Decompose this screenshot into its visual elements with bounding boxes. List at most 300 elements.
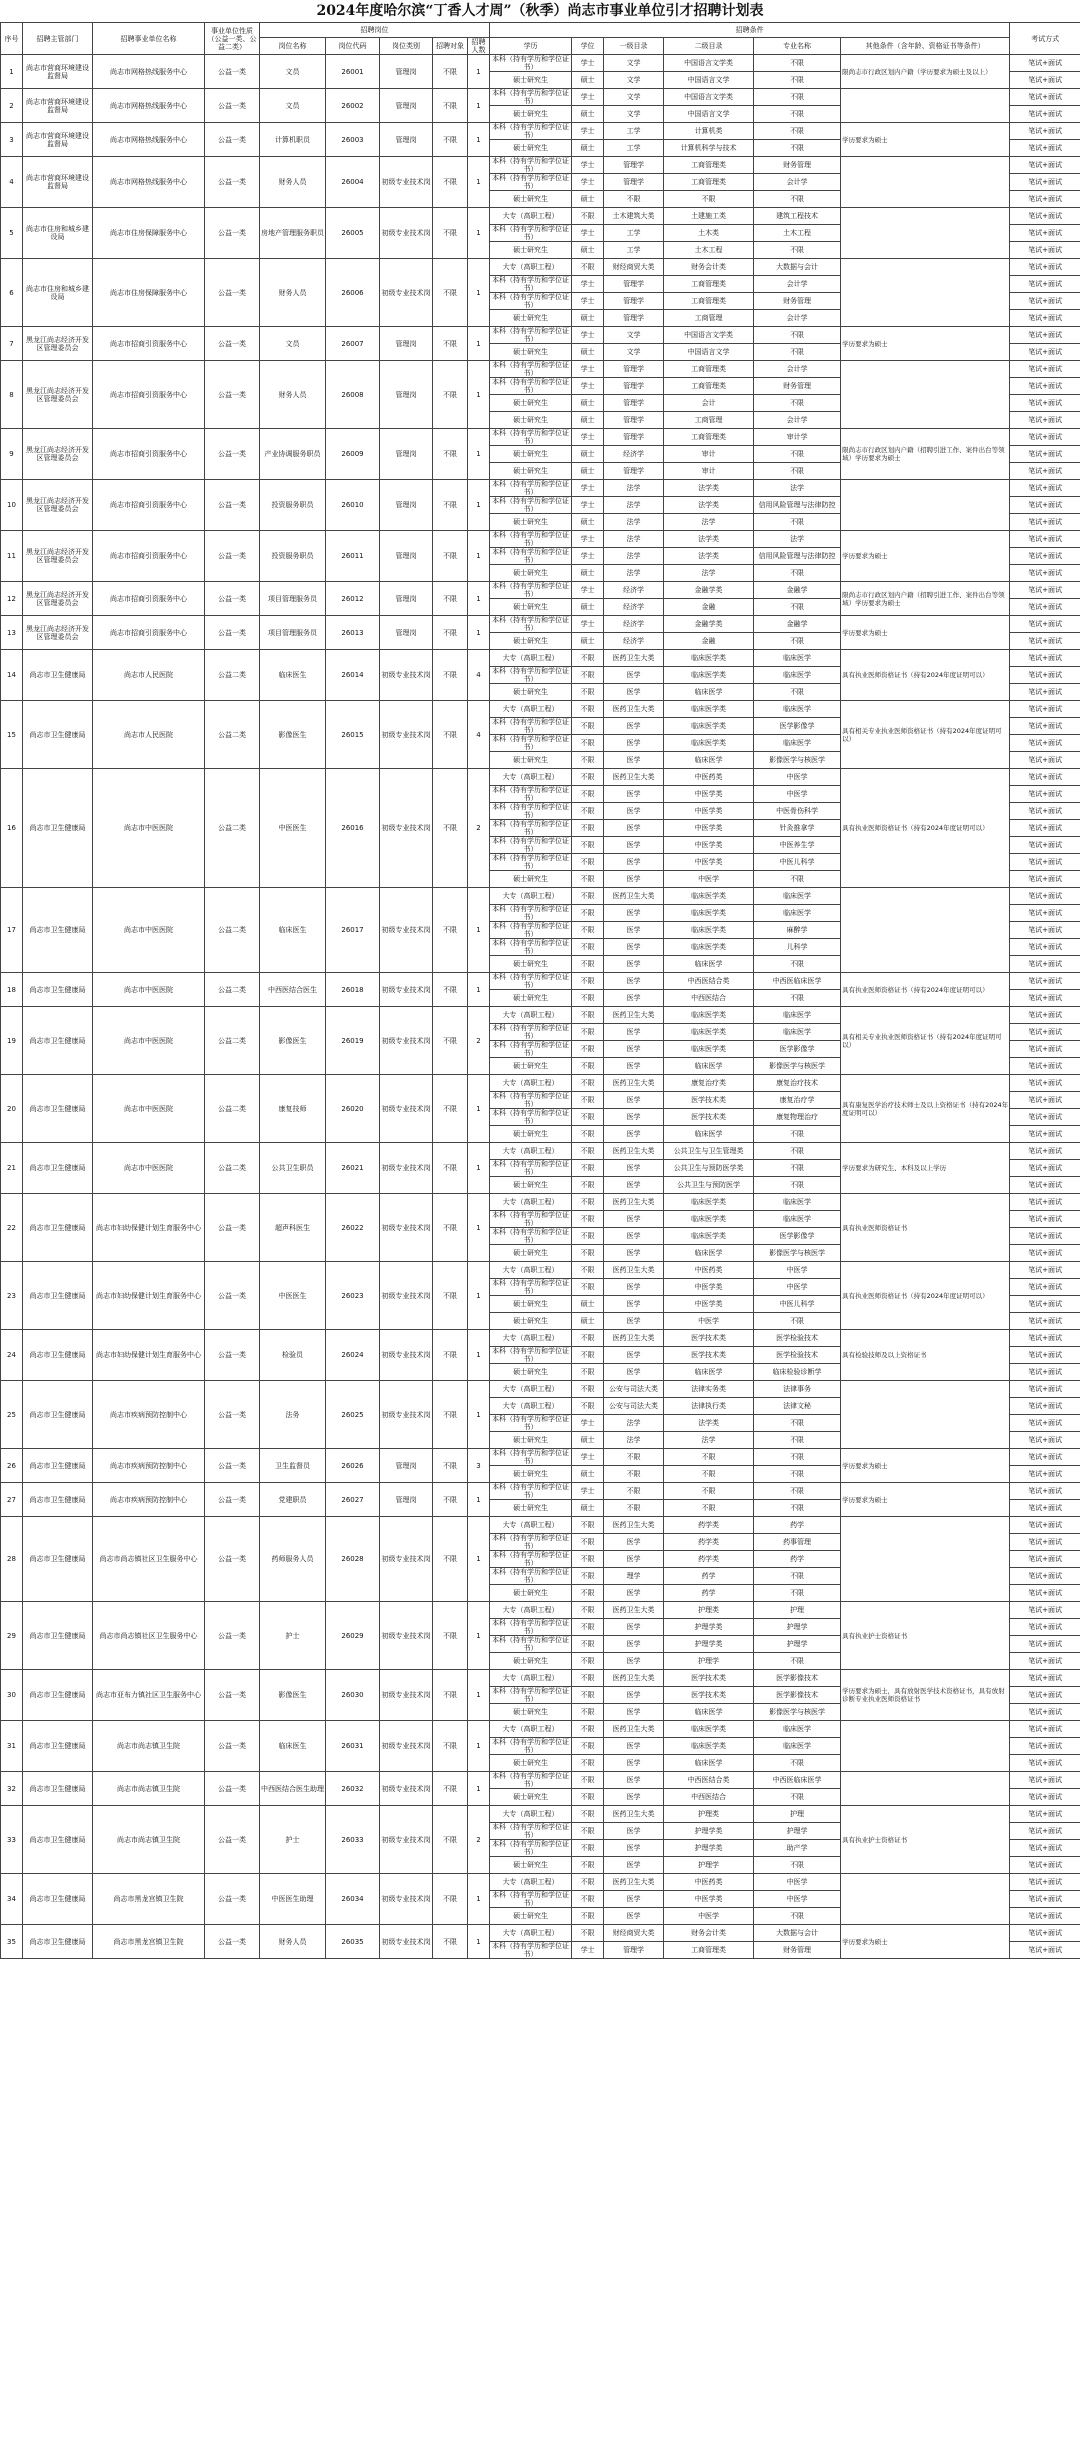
post-name-cell: 财务人员 (260, 157, 326, 208)
exam-cell: 笔试+面试 (1010, 990, 1080, 1007)
table-row (1, 1602, 1080, 1619)
exam-cell: 笔试+面试 (1010, 327, 1080, 344)
post-name-cell: 影像医生 (260, 1007, 326, 1075)
count-cell: 1 (468, 973, 490, 1007)
major2-cell: 临床医学 (664, 1126, 754, 1143)
edu-cell: 本科（持有学历和学位证书） (490, 276, 572, 293)
dept-cell: 尚志市卫生健康局 (23, 1772, 93, 1806)
target-cell: 不限 (433, 429, 468, 480)
major2-cell: 工商管理类 (664, 276, 754, 293)
major3-cell: 会计学 (754, 276, 841, 293)
exam-cell: 笔试+面试 (1010, 1738, 1080, 1755)
dept-cell: 尚志市卫生健康局 (23, 1874, 93, 1925)
degree-cell: 不限 (572, 1653, 604, 1670)
edu-cell: 本科（持有学历和学位证书） (490, 973, 572, 990)
count-cell: 1 (468, 1721, 490, 1772)
exam-cell: 笔试+面试 (1010, 1500, 1080, 1517)
major2-cell: 法学类 (664, 548, 754, 565)
major3-cell: 不限 (754, 446, 841, 463)
other-req-cell: 具有执业医师资格证书（持有2024年度证明可以） (841, 973, 1010, 1007)
other-req-cell: 具有相关专业执业医师资格证书（持有2024年度证明可以） (841, 1007, 1010, 1075)
header-group-post: 招聘岗位 (260, 23, 490, 38)
major3-cell: 不限 (754, 1126, 841, 1143)
seq-cell: 5 (1, 208, 23, 259)
major2-cell: 法学类 (664, 531, 754, 548)
major2-cell: 临床医学类 (664, 1007, 754, 1024)
major1-cell: 医药卫生大类 (604, 701, 664, 718)
post-code-cell: 26032 (326, 1772, 380, 1806)
exam-cell: 笔试+面试 (1010, 157, 1080, 174)
major1-cell: 管理学 (604, 310, 664, 327)
major3-cell: 中医学 (754, 1262, 841, 1279)
type-cell: 公益二类 (205, 650, 260, 701)
degree-cell: 不限 (572, 769, 604, 786)
major2-cell: 金融学类 (664, 616, 754, 633)
degree-cell: 硕士 (572, 191, 604, 208)
count-cell: 2 (468, 1806, 490, 1874)
dept-cell: 尚志市卫生健康局 (23, 1721, 93, 1772)
major3-cell: 不限 (754, 565, 841, 582)
post-code-cell: 26003 (326, 123, 380, 157)
major1-cell: 管理学 (604, 463, 664, 480)
major3-cell: 中医儿科学 (754, 1296, 841, 1313)
major1-cell: 医药卫生大类 (604, 1007, 664, 1024)
target-cell: 不限 (433, 888, 468, 973)
post-code-cell: 26018 (326, 973, 380, 1007)
degree-cell: 硕士 (572, 565, 604, 582)
seq-cell: 17 (1, 888, 23, 973)
edu-cell: 大专（高职工程） (490, 259, 572, 276)
major2-cell: 中医学类 (664, 820, 754, 837)
post-name-cell: 计算机职员 (260, 123, 326, 157)
target-cell: 不限 (433, 1330, 468, 1381)
degree-cell: 不限 (572, 854, 604, 871)
edu-cell: 本科（持有学历和学位证书） (490, 174, 572, 191)
count-cell: 4 (468, 701, 490, 769)
major1-cell: 管理学 (604, 1942, 664, 1959)
degree-cell: 学士 (572, 123, 604, 140)
exam-cell: 笔试+面试 (1010, 1466, 1080, 1483)
edu-cell: 硕士研究生 (490, 1755, 572, 1772)
edu-cell: 本科（持有学历和学位证书） (490, 922, 572, 939)
target-cell: 不限 (433, 1925, 468, 1959)
major1-cell: 医学 (604, 973, 664, 990)
table-row (1, 1806, 1080, 1823)
major2-cell: 临床医学类 (664, 1721, 754, 1738)
exam-cell: 笔试+面试 (1010, 480, 1080, 497)
post-cat-cell: 初级专业技术岗 (380, 157, 433, 208)
degree-cell: 不限 (572, 1823, 604, 1840)
target-cell: 不限 (433, 1517, 468, 1602)
major1-cell: 工学 (604, 242, 664, 259)
target-cell: 不限 (433, 582, 468, 616)
post-cat-cell: 初级专业技术岗 (380, 1772, 433, 1806)
seq-cell: 6 (1, 259, 23, 327)
exam-cell: 笔试+面试 (1010, 1534, 1080, 1551)
major3-cell: 不限 (754, 1415, 841, 1432)
exam-cell: 笔试+面试 (1010, 361, 1080, 378)
dept-cell: 尚志市卫生健康局 (23, 1075, 93, 1143)
seq-cell: 7 (1, 327, 23, 361)
post-name-cell: 中医医生助理 (260, 1874, 326, 1925)
exam-cell: 笔试+面试 (1010, 412, 1080, 429)
major1-cell: 医学 (604, 1160, 664, 1177)
major1-cell: 医学 (604, 1857, 664, 1874)
major1-cell: 医药卫生大类 (604, 1670, 664, 1687)
major1-cell: 法学 (604, 531, 664, 548)
edu-cell: 本科（持有学历和学位证书） (490, 1228, 572, 1245)
exam-cell: 笔试+面试 (1010, 1942, 1080, 1959)
major2-cell: 工商管理类 (664, 1942, 754, 1959)
exam-cell: 笔试+面试 (1010, 1908, 1080, 1925)
header-post-name: 岗位名称 (260, 38, 326, 55)
edu-cell: 本科（持有学历和学位证书） (490, 1891, 572, 1908)
degree-cell: 不限 (572, 1925, 604, 1942)
major2-cell: 中医学类 (664, 837, 754, 854)
edu-cell: 本科（持有学历和学位证书） (490, 1687, 572, 1704)
major1-cell: 医学 (604, 837, 664, 854)
major3-cell: 影像医学与核医学 (754, 1058, 841, 1075)
major3-cell: 临床医学 (754, 888, 841, 905)
other-req-cell (841, 1772, 1010, 1806)
degree-cell: 不限 (572, 650, 604, 667)
major1-cell: 医学 (604, 1755, 664, 1772)
exam-cell: 笔试+面试 (1010, 1517, 1080, 1534)
degree-cell: 学士 (572, 531, 604, 548)
count-cell: 1 (468, 259, 490, 327)
post-name-cell: 财务人员 (260, 259, 326, 327)
edu-cell: 本科（持有学历和学位证书） (490, 1636, 572, 1653)
header-group-cond: 招聘条件 (490, 23, 1010, 38)
major3-cell: 会计学 (754, 412, 841, 429)
major1-cell: 公安与司法大类 (604, 1381, 664, 1398)
degree-cell: 不限 (572, 701, 604, 718)
seq-cell: 15 (1, 701, 23, 769)
degree-cell: 不限 (572, 1517, 604, 1534)
other-req-cell (841, 1381, 1010, 1449)
seq-cell: 19 (1, 1007, 23, 1075)
degree-cell: 不限 (572, 1024, 604, 1041)
degree-cell: 不限 (572, 752, 604, 769)
seq-cell: 12 (1, 582, 23, 616)
count-cell: 1 (468, 1330, 490, 1381)
edu-cell: 本科（持有学历和学位证书） (490, 1347, 572, 1364)
other-req-cell (841, 480, 1010, 531)
target-cell: 不限 (433, 89, 468, 123)
major2-cell: 工商管理类 (664, 429, 754, 446)
other-req-cell: 具有执业医师资格证书（持有2024年度证明可以） (841, 1262, 1010, 1330)
other-req-cell: 具有康复医学治疗技术师士及以上资格证书（持有2024年度证明可以） (841, 1075, 1010, 1143)
dept-cell: 尚志市住房和城乡建设局 (23, 259, 93, 327)
post-cat-cell: 管理岗 (380, 531, 433, 582)
degree-cell: 学士 (572, 327, 604, 344)
edu-cell: 大专（高职工程） (490, 1194, 572, 1211)
post-code-cell: 26001 (326, 55, 380, 89)
post-cat-cell: 管理岗 (380, 616, 433, 650)
major2-cell: 金融 (664, 599, 754, 616)
header-dept: 招聘主管部门 (23, 23, 93, 55)
count-cell: 1 (468, 1602, 490, 1670)
exam-cell: 笔试+面试 (1010, 242, 1080, 259)
degree-cell: 不限 (572, 1194, 604, 1211)
seq-cell: 35 (1, 1925, 23, 1959)
type-cell: 公益一类 (205, 1194, 260, 1262)
major2-cell: 护理学类 (664, 1619, 754, 1636)
post-cat-cell: 初级专业技术岗 (380, 1925, 433, 1959)
degree-cell: 硕士 (572, 140, 604, 157)
major2-cell: 土建施工类 (664, 208, 754, 225)
dept-cell: 黑龙江尚志经济开发区管理委员会 (23, 429, 93, 480)
edu-cell: 硕士研究生 (490, 1313, 572, 1330)
major2-cell: 中医学 (664, 871, 754, 888)
major2-cell: 药学类 (664, 1517, 754, 1534)
degree-cell: 不限 (572, 1126, 604, 1143)
major2-cell: 不限 (664, 1466, 754, 1483)
major3-cell: 信用风险管理与法律防控 (754, 497, 841, 514)
major2-cell: 康复治疗类 (664, 1075, 754, 1092)
exam-cell: 笔试+面试 (1010, 497, 1080, 514)
edu-cell: 硕士研究生 (490, 1245, 572, 1262)
major2-cell: 金融学类 (664, 582, 754, 599)
target-cell: 不限 (433, 1143, 468, 1194)
edu-cell: 本科（持有学历和学位证书） (490, 735, 572, 752)
seq-cell: 33 (1, 1806, 23, 1874)
major1-cell: 医学 (604, 1109, 664, 1126)
header-target: 招聘对象 (433, 38, 468, 55)
edu-cell: 大专（高职工程） (490, 650, 572, 667)
target-cell: 不限 (433, 1670, 468, 1721)
major1-cell: 医学 (604, 1585, 664, 1602)
edu-cell: 大专（高职工程） (490, 1602, 572, 1619)
count-cell: 1 (468, 531, 490, 582)
other-req-cell: 具有执业护士资格证书 (841, 1602, 1010, 1670)
degree-cell: 不限 (572, 1245, 604, 1262)
major2-cell: 计算机科学与技术 (664, 140, 754, 157)
major1-cell: 文学 (604, 72, 664, 89)
major3-cell: 中医养生学 (754, 837, 841, 854)
seq-cell: 22 (1, 1194, 23, 1262)
seq-cell: 34 (1, 1874, 23, 1925)
degree-cell: 硕士 (572, 106, 604, 123)
exam-cell: 笔试+面试 (1010, 582, 1080, 599)
major1-cell: 不限 (604, 191, 664, 208)
major1-cell: 法学 (604, 514, 664, 531)
table-row (1, 208, 1080, 225)
major2-cell: 中国语言文学 (664, 72, 754, 89)
major1-cell: 医学 (604, 1636, 664, 1653)
post-name-cell: 产业协调服务职员 (260, 429, 326, 480)
unit-cell: 尚志市中医医院 (93, 888, 205, 973)
major2-cell: 工商管理类 (664, 361, 754, 378)
major1-cell: 医学 (604, 1347, 664, 1364)
dept-cell: 尚志市卫生健康局 (23, 1262, 93, 1330)
post-code-cell: 26026 (326, 1449, 380, 1483)
post-cat-cell: 管理岗 (380, 1483, 433, 1517)
post-code-cell: 26012 (326, 582, 380, 616)
exam-cell: 笔试+面试 (1010, 1840, 1080, 1857)
post-cat-cell: 初级专业技术岗 (380, 1262, 433, 1330)
major1-cell: 不限 (604, 1449, 664, 1466)
degree-cell: 不限 (572, 1721, 604, 1738)
seq-cell: 26 (1, 1449, 23, 1483)
exam-cell: 笔试+面试 (1010, 1823, 1080, 1840)
exam-cell: 笔试+面试 (1010, 1296, 1080, 1313)
target-cell: 不限 (433, 1007, 468, 1075)
edu-cell: 硕士研究生 (490, 1500, 572, 1517)
major3-cell: 护理学 (754, 1619, 841, 1636)
degree-cell: 不限 (572, 922, 604, 939)
table-row (1, 1075, 1080, 1092)
edu-cell: 硕士研究生 (490, 599, 572, 616)
table-row (1, 1925, 1080, 1942)
dept-cell: 黑龙江尚志经济开发区管理委员会 (23, 361, 93, 429)
post-name-cell: 投资服务职员 (260, 531, 326, 582)
major1-cell: 医学 (604, 1653, 664, 1670)
header-seq: 序号 (1, 23, 23, 55)
major3-cell: 不限 (754, 1585, 841, 1602)
exam-cell: 笔试+面试 (1010, 1347, 1080, 1364)
type-cell: 公益一类 (205, 1772, 260, 1806)
major2-cell: 临床医学 (664, 1058, 754, 1075)
other-req-cell: 具有执业护士资格证书 (841, 1806, 1010, 1874)
target-cell: 不限 (433, 650, 468, 701)
degree-cell: 不限 (572, 1058, 604, 1075)
exam-cell: 笔试+面试 (1010, 123, 1080, 140)
major2-cell: 不限 (664, 1500, 754, 1517)
table-row (1, 123, 1080, 140)
edu-cell: 本科（持有学历和学位证书） (490, 378, 572, 395)
major2-cell: 中西医结合 (664, 1789, 754, 1806)
seq-cell: 28 (1, 1517, 23, 1602)
degree-cell: 不限 (572, 1381, 604, 1398)
major3-cell: 针灸推拿学 (754, 820, 841, 837)
degree-cell: 硕士 (572, 310, 604, 327)
major1-cell: 医学 (604, 1364, 664, 1381)
exam-cell: 笔试+面试 (1010, 718, 1080, 735)
post-cat-cell: 初级专业技术岗 (380, 1075, 433, 1143)
major2-cell: 法学 (664, 514, 754, 531)
degree-cell: 不限 (572, 837, 604, 854)
dept-cell: 尚志市卫生健康局 (23, 888, 93, 973)
major2-cell: 财务会计类 (664, 1925, 754, 1942)
post-code-cell: 26015 (326, 701, 380, 769)
exam-cell: 笔试+面试 (1010, 565, 1080, 582)
major2-cell: 医学技术类 (664, 1347, 754, 1364)
major3-cell: 临床医学 (754, 1211, 841, 1228)
dept-cell: 尚志市卫生健康局 (23, 1449, 93, 1483)
major3-cell: 不限 (754, 1653, 841, 1670)
major3-cell: 不限 (754, 1908, 841, 1925)
header-major2: 二级目录 (664, 38, 754, 55)
unit-cell: 尚志市黑龙宫镇卫生院 (93, 1925, 205, 1959)
exam-cell: 笔试+面试 (1010, 174, 1080, 191)
post-code-cell: 26033 (326, 1806, 380, 1874)
exam-cell: 笔试+面试 (1010, 1245, 1080, 1262)
major1-cell: 医学 (604, 1211, 664, 1228)
edu-cell: 硕士研究生 (490, 1466, 572, 1483)
degree-cell: 不限 (572, 1891, 604, 1908)
degree-cell: 不限 (572, 1160, 604, 1177)
exam-cell: 笔试+面试 (1010, 922, 1080, 939)
other-req-cell: 限尚志市行政区划内户籍（学历要求为硕士及以上） (841, 55, 1010, 89)
exam-cell: 笔试+面试 (1010, 1109, 1080, 1126)
major3-cell: 不限 (754, 72, 841, 89)
post-code-cell: 26021 (326, 1143, 380, 1194)
major2-cell: 法学类 (664, 480, 754, 497)
target-cell: 不限 (433, 1483, 468, 1517)
degree-cell: 不限 (572, 1619, 604, 1636)
unit-cell: 尚志市网格热线服务中心 (93, 55, 205, 89)
major1-cell: 医药卫生大类 (604, 1806, 664, 1823)
unit-cell: 尚志市中医医院 (93, 973, 205, 1007)
count-cell: 2 (468, 769, 490, 888)
major3-cell: 临床医学 (754, 1194, 841, 1211)
dept-cell: 尚志市卫生健康局 (23, 1483, 93, 1517)
dept-cell: 黑龙江尚志经济开发区管理委员会 (23, 480, 93, 531)
major2-cell: 中医学类 (664, 854, 754, 871)
major3-cell: 不限 (754, 344, 841, 361)
exam-cell: 笔试+面试 (1010, 514, 1080, 531)
degree-cell: 硕士 (572, 72, 604, 89)
edu-cell: 硕士研究生 (490, 344, 572, 361)
major3-cell: 不限 (754, 191, 841, 208)
major2-cell: 审计 (664, 446, 754, 463)
exam-cell: 笔试+面试 (1010, 616, 1080, 633)
exam-cell: 笔试+面试 (1010, 1551, 1080, 1568)
major3-cell: 麻醉学 (754, 922, 841, 939)
major1-cell: 工学 (604, 225, 664, 242)
dept-cell: 黑龙江尚志经济开发区管理委员会 (23, 616, 93, 650)
edu-cell: 大专（高职工程） (490, 1874, 572, 1891)
target-cell: 不限 (433, 1449, 468, 1483)
exam-cell: 笔试+面试 (1010, 1721, 1080, 1738)
major2-cell: 工商管理类 (664, 378, 754, 395)
degree-cell: 学士 (572, 1483, 604, 1500)
table-row (1, 1483, 1080, 1500)
degree-cell: 不限 (572, 905, 604, 922)
edu-cell: 大专（高职工程） (490, 1721, 572, 1738)
post-code-cell: 26023 (326, 1262, 380, 1330)
edu-cell: 硕士研究生 (490, 752, 572, 769)
post-cat-cell: 管理岗 (380, 327, 433, 361)
major1-cell: 医学 (604, 1024, 664, 1041)
major2-cell: 会计 (664, 395, 754, 412)
post-name-cell: 房地产管理服务职员 (260, 208, 326, 259)
table-row (1, 89, 1080, 106)
major3-cell: 不限 (754, 956, 841, 973)
post-code-cell: 26014 (326, 650, 380, 701)
unit-cell: 尚志市人民医院 (93, 650, 205, 701)
post-code-cell: 26031 (326, 1721, 380, 1772)
count-cell: 1 (468, 1262, 490, 1330)
degree-cell: 硕士 (572, 1296, 604, 1313)
major1-cell: 法学 (604, 565, 664, 582)
degree-cell: 不限 (572, 1806, 604, 1823)
post-name-cell: 临床医生 (260, 650, 326, 701)
major1-cell: 工学 (604, 123, 664, 140)
dept-cell: 尚志市营商环境建设监督局 (23, 55, 93, 89)
major3-cell: 不限 (754, 1466, 841, 1483)
major1-cell: 医学 (604, 820, 664, 837)
degree-cell: 不限 (572, 803, 604, 820)
major1-cell: 医药卫生大类 (604, 1517, 664, 1534)
major1-cell: 医药卫生大类 (604, 1330, 664, 1347)
major3-cell: 审计学 (754, 429, 841, 446)
post-name-cell: 文员 (260, 55, 326, 89)
major3-cell: 会计学 (754, 310, 841, 327)
post-name-cell: 临床医生 (260, 1721, 326, 1772)
major3-cell: 不限 (754, 1483, 841, 1500)
